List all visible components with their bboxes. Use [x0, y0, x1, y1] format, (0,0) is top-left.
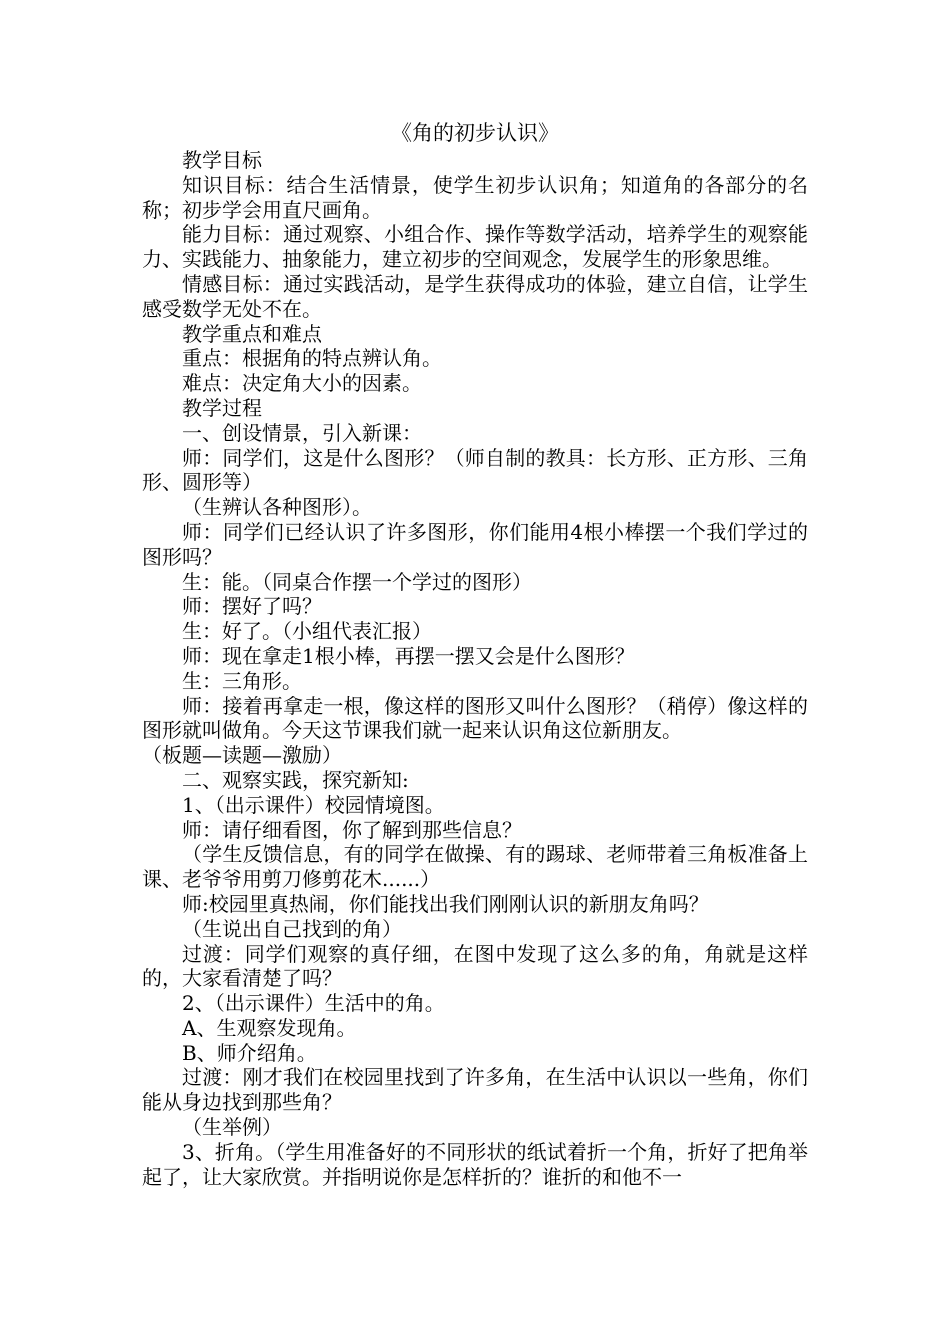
paragraph: A、生观察发现角。: [182, 1015, 357, 1040]
paragraph: 师：同学们已经认识了许多图形，你们能用4根小棒摆一个我们学过的图形吗？: [142, 519, 808, 569]
paragraph: 过渡：同学们观察的真仔细，在图中发现了这么多的角，角就是这样的，大家看清楚了吗？: [142, 941, 808, 991]
section-heading: 教学目标: [182, 148, 262, 172]
paragraph: 2、（出示课件）生活中的角。: [182, 991, 445, 1016]
paragraph: 生：好了。（小组代表汇报）: [182, 619, 432, 644]
paragraph: 师：同学们，这是什么图形？（师自制的教具：长方形、正方形、三角形、圆形等）: [142, 445, 808, 495]
paragraph: 能力目标：通过观察、小组合作、操作等数学活动，培养学生的观察能力、实践能力、抽象能力，建立初步的空间观念，发展学生的形象思维。: [142, 222, 808, 272]
paragraph: 师：接着再拿走一根，像这样的图形又叫什么图形？（稍停）像这样的图形就叫做角。今天这节课我们就一起来认识角这位新朋友。: [142, 693, 808, 743]
paragraph: B、师介绍角。: [182, 1040, 317, 1065]
paragraph: 一、创设情景，引入新课：: [182, 420, 422, 445]
paragraph: 生：三角形。: [182, 668, 302, 693]
section-heading: 教学重点和难点: [182, 321, 322, 346]
paragraph: （生辨认各种图形）。: [182, 495, 372, 520]
document-body: [142, 148, 808, 1189]
paragraph: 师：现在拿走1根小棒，再摆一摆又会是什么图形？: [182, 643, 635, 668]
paragraph: 知识目标：结合生活情景，使学生初步认识角；知道角的各部分的名称；初步学会用直尺画角。: [142, 172, 808, 222]
paragraph: 重点：根据角的特点辨认角。: [182, 346, 442, 371]
paragraph: 二、观察实践，探究新知:: [182, 767, 409, 792]
paragraph: （学生反馈信息，有的同学在做操、有的踢球、老师带着三角板准备上课、老爷爷用剪刀修剪花木......）: [142, 842, 808, 892]
paragraph: 1、（出示课件）校园情境图。: [182, 792, 445, 817]
paragraph: 生：能。（同桌合作摆一个学过的图形）: [182, 569, 532, 594]
paragraph: 3、折角。（学生用准备好的不同形状的纸试着折一个角，折好了把角举起了，让大家欣赏。并指明说你是怎样折的？谁折的和他不一: [142, 1139, 808, 1189]
paragraph: 难点：决定角大小的因素。: [182, 371, 422, 396]
paragraph: （生说出自己找到的角）: [182, 916, 402, 941]
paragraph: 情感目标：通过实践活动，是学生获得成功的体验，建立自信，让学生感受数学无处不在。: [142, 271, 808, 321]
section-heading: 教学过程: [182, 395, 262, 420]
paragraph: 师：请仔细看图，你了解到那些信息？: [182, 817, 522, 842]
paragraph: （生举例）: [182, 1115, 282, 1140]
paragraph: 过渡：刚才我们在校园里找到了许多角，在生活中认识以一些角，你们能从身边找到那些角？: [142, 1065, 808, 1115]
document-title: 《角的初步认识》: [391, 121, 559, 145]
paragraph: 师：摆好了吗？: [182, 594, 322, 619]
paragraph: （板题—读题—激励）: [142, 743, 342, 768]
paragraph: 师:校园里真热闹，你们能找出我们刚刚认识的新朋友角吗？: [182, 891, 709, 916]
